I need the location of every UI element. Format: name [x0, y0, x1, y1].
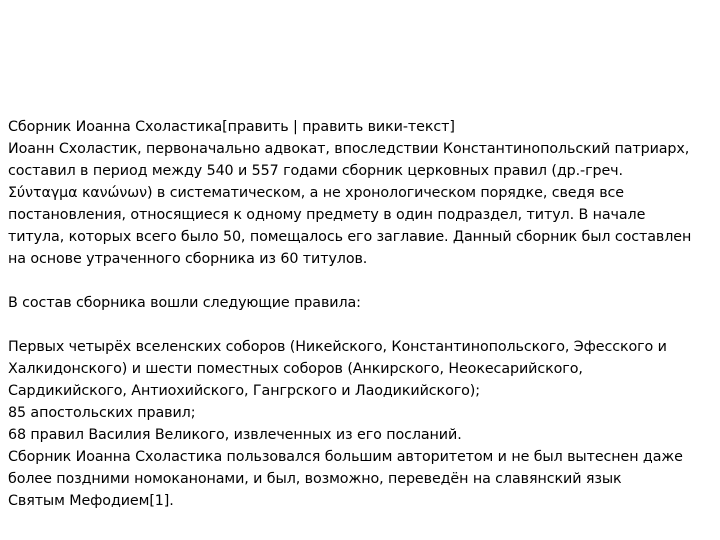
- intro-paragraph: Иоанн Схоластик, первоначально адвокат, впоследствии Константинопольский патриарх, составил в период между 540 и 557 годами сборник церковных правил (др.-греч. Σύνταγμα κανώνων) в систематическом, а не хронологическом порядке, сведя все постановления, относящиеся к одному предмету в один подраздел, титул. В начале титула, которых всего было 50, помещалось его заглавие. Данный сборник был составлен на основе утраченного сборника из 60 титулов.: [8, 141, 692, 267]
- list-intro: В состав сборника вошли следующие правила:: [8, 295, 361, 311]
- list-item: 68 правил Василия Великого, извлеченных из его посланий.: [8, 427, 462, 443]
- section-title: Сборник Иоанна Схоластика: [8, 119, 223, 135]
- article-body: [8, 116, 712, 512]
- list-item: Первых четырёх вселенских соборов (Никейского, Константинопольского, Эфесского и Халкидонского) и шести поместных соборов (Анкирского, Неокесарийского, Сардикийского, Антиохийского, Гангрского и Лаодикийского);: [8, 339, 667, 399]
- edit-bracket-open: [: [222, 119, 228, 135]
- paragraph-gap: [8, 314, 712, 336]
- edit-wiki-text-link[interactable]: править вики-текст: [302, 119, 450, 135]
- paragraph-gap: [8, 270, 712, 292]
- section-heading: [8, 116, 712, 138]
- edit-bracket-close: ]: [449, 119, 455, 135]
- edit-link[interactable]: править: [227, 119, 289, 135]
- edit-separator: |: [288, 119, 303, 135]
- list-item: 85 апостольских правил;: [8, 405, 196, 421]
- closing-paragraph: Сборник Иоанна Схоластика пользовался большим авторитетом и не был вытеснен даже более поздними номоканонами, и был, возможно, переведён на славянский язык Святым Мефодием[1].: [8, 449, 683, 509]
